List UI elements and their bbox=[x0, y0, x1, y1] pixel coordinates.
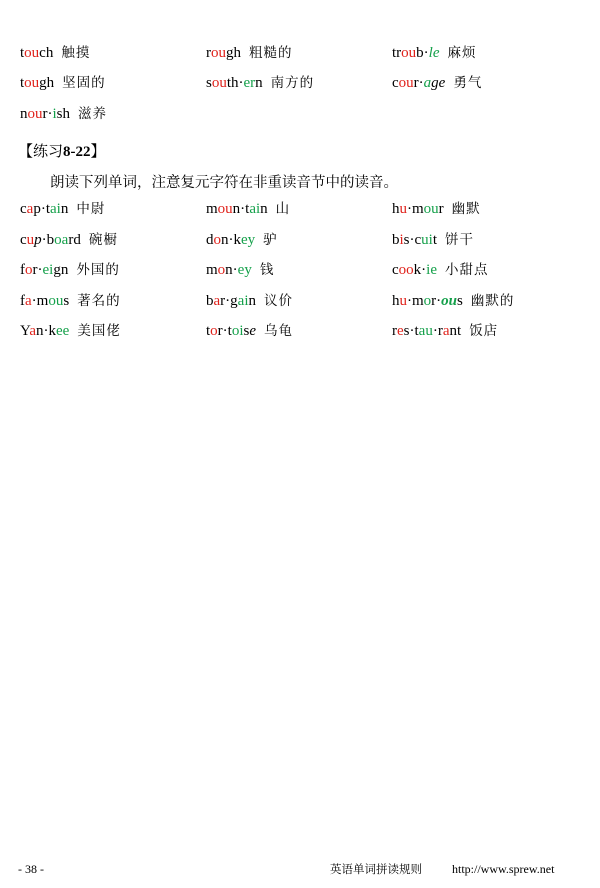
word-segment: e bbox=[397, 323, 404, 339]
word-segment: ai bbox=[237, 293, 249, 309]
word-segment: p bbox=[34, 232, 42, 248]
word-segment: a bbox=[26, 201, 34, 217]
word-segment: r· bbox=[42, 106, 53, 122]
word-segment: r· bbox=[431, 293, 442, 309]
chinese-meaning: 碗橱 bbox=[88, 232, 118, 248]
word-segment: ou bbox=[401, 45, 417, 61]
word-segment: t bbox=[206, 323, 211, 339]
word-segment: a bbox=[213, 293, 221, 309]
word-segment: s bbox=[457, 293, 463, 309]
word-segment: nt bbox=[449, 323, 462, 339]
english-word bbox=[20, 75, 54, 91]
word-segment: r· bbox=[413, 75, 424, 91]
word-segment: m bbox=[206, 262, 218, 278]
word-segment: s bbox=[206, 75, 212, 91]
word-segment: r· bbox=[32, 262, 43, 278]
word-segment: o bbox=[217, 262, 226, 278]
vocab-entry bbox=[392, 229, 474, 251]
english-word bbox=[392, 262, 437, 278]
word-segment: s bbox=[243, 323, 250, 339]
word-segment: s·c bbox=[403, 232, 422, 248]
english-word bbox=[20, 106, 70, 122]
word-segment: gn bbox=[53, 262, 69, 278]
word-segment: b· bbox=[416, 45, 429, 61]
word-segment: le bbox=[428, 45, 440, 61]
word-segment: ·m bbox=[31, 293, 49, 309]
chinese-meaning: 驴 bbox=[263, 232, 278, 248]
word-segment: n· bbox=[225, 262, 238, 278]
word-segment: ey bbox=[241, 232, 256, 248]
chinese-meaning: 外国的 bbox=[76, 262, 120, 278]
word-segment: n·k bbox=[36, 323, 57, 339]
exercise-title: 【练习8-22】 bbox=[18, 142, 106, 160]
chinese-meaning: 滋养 bbox=[78, 106, 108, 122]
vocab-entry bbox=[20, 229, 118, 251]
word-segment: ge bbox=[431, 75, 446, 91]
vocab-entry bbox=[206, 42, 293, 64]
word-segment: Y bbox=[20, 323, 30, 339]
chinese-meaning: 钱 bbox=[259, 262, 275, 278]
word-segment: ou bbox=[27, 106, 43, 122]
word-segment: ch bbox=[39, 45, 54, 61]
word-segment: tr bbox=[392, 45, 402, 61]
word-segment: n bbox=[20, 106, 28, 122]
word-segment: ey bbox=[237, 262, 252, 278]
word-segment: n·k bbox=[221, 232, 241, 248]
word-segment: i bbox=[399, 232, 404, 248]
word-segment: rd bbox=[68, 232, 81, 248]
word-segment: ai bbox=[50, 201, 61, 217]
english-word bbox=[20, 232, 81, 248]
vocab-entry bbox=[20, 42, 90, 64]
word-segment: e bbox=[249, 323, 257, 339]
word-segment: h bbox=[392, 293, 400, 309]
word-segment: ie bbox=[426, 262, 437, 278]
vocab-entry bbox=[392, 259, 489, 281]
word-segment: n bbox=[60, 201, 69, 217]
word-segment: u bbox=[399, 201, 407, 217]
chinese-meaning: 幽默的 bbox=[470, 293, 515, 309]
english-word bbox=[206, 262, 252, 278]
word-segment: r bbox=[392, 323, 397, 339]
word-segment: th· bbox=[226, 75, 244, 91]
word-segment: d bbox=[206, 232, 214, 248]
word-segment: o bbox=[210, 323, 218, 339]
english-word bbox=[20, 293, 69, 309]
page-number: - 38 - bbox=[18, 862, 44, 876]
chinese-meaning: 坚固的 bbox=[62, 75, 106, 91]
vocab-entry bbox=[20, 72, 106, 94]
word-row bbox=[20, 42, 580, 64]
chinese-meaning: 乌龟 bbox=[264, 323, 294, 339]
english-word bbox=[206, 75, 263, 91]
word-segment: ou bbox=[24, 45, 40, 61]
word-segment: ou bbox=[217, 201, 233, 217]
english-word bbox=[206, 323, 256, 339]
vocab-entry bbox=[20, 290, 121, 312]
word-segment: ee bbox=[56, 323, 70, 339]
english-word bbox=[392, 232, 437, 248]
chinese-meaning: 粗糙的 bbox=[249, 45, 293, 61]
vocab-entry bbox=[392, 42, 477, 64]
word-segment: u bbox=[399, 293, 407, 309]
word-segment: h bbox=[392, 201, 400, 217]
word-row bbox=[20, 198, 580, 220]
word-segment: s·t bbox=[403, 323, 419, 339]
word-segment: c bbox=[392, 262, 399, 278]
word-segment: o bbox=[423, 293, 432, 309]
word-segment: n bbox=[260, 201, 268, 217]
word-segment: o bbox=[213, 232, 221, 248]
word-segment: p·t bbox=[33, 201, 51, 217]
word-segment: au bbox=[418, 323, 433, 339]
word-segment: ·m bbox=[407, 293, 424, 309]
footer-url: http://www.sprew.net bbox=[452, 862, 555, 876]
vocab-entry bbox=[206, 290, 293, 312]
word-segment: oo bbox=[398, 262, 414, 278]
word-segment: ou bbox=[441, 293, 458, 309]
word-segment: a bbox=[442, 323, 450, 339]
chinese-meaning: 议价 bbox=[264, 293, 293, 309]
word-row bbox=[20, 72, 580, 94]
word-segment: oa bbox=[54, 232, 69, 248]
word-segment: f bbox=[20, 293, 25, 309]
english-word bbox=[206, 201, 268, 217]
vocab-entry bbox=[392, 320, 498, 342]
word-segment: r bbox=[206, 45, 211, 61]
word-segment: ei bbox=[42, 262, 54, 278]
word-segment: c bbox=[20, 201, 27, 217]
chinese-meaning: 勇气 bbox=[453, 75, 483, 91]
word-segment: gh bbox=[39, 75, 55, 91]
vocab-entry bbox=[206, 229, 278, 251]
vocab-entry bbox=[206, 320, 293, 342]
chinese-meaning: 美国佬 bbox=[77, 323, 121, 339]
vocab-entry bbox=[20, 320, 121, 342]
word-row bbox=[20, 320, 580, 342]
english-word bbox=[392, 201, 444, 217]
vocab-entry bbox=[206, 259, 274, 281]
vocab-entry bbox=[20, 259, 120, 281]
chinese-meaning: 饼干 bbox=[445, 232, 475, 248]
chinese-meaning: 幽默 bbox=[451, 201, 481, 217]
vocab-entry bbox=[20, 103, 107, 125]
word-row bbox=[20, 103, 580, 125]
english-word bbox=[20, 262, 68, 278]
vocab-entry bbox=[20, 198, 105, 220]
word-segment: s bbox=[63, 293, 70, 309]
chinese-meaning: 著名的 bbox=[77, 293, 121, 309]
word-segment: u bbox=[26, 232, 35, 248]
word-segment: oi bbox=[231, 323, 244, 339]
word-segment: ou bbox=[423, 201, 439, 217]
word-segment: b bbox=[392, 232, 400, 248]
english-word bbox=[206, 232, 255, 248]
word-segment: i bbox=[52, 106, 57, 122]
word-segment: o bbox=[25, 262, 33, 278]
word-segment: n bbox=[248, 293, 256, 309]
word-row bbox=[20, 259, 580, 281]
chinese-meaning: 小甜点 bbox=[445, 262, 489, 278]
word-segment: gh bbox=[226, 45, 241, 61]
word-segment: c bbox=[392, 75, 399, 91]
word-segment: ·r bbox=[432, 323, 443, 339]
word-segment: k· bbox=[413, 262, 427, 278]
word-segment: r·g bbox=[220, 293, 238, 309]
vocab-entry bbox=[392, 72, 482, 94]
english-word bbox=[392, 75, 445, 91]
word-segment: ·m bbox=[407, 201, 424, 217]
word-segment: ou bbox=[398, 75, 414, 91]
word-segment: t bbox=[20, 45, 25, 61]
word-segment: ou bbox=[24, 75, 40, 91]
word-segment: t bbox=[20, 75, 25, 91]
word-segment: ou bbox=[211, 45, 226, 61]
english-word bbox=[392, 323, 461, 339]
chinese-meaning: 中尉 bbox=[76, 201, 106, 217]
word-segment: r bbox=[438, 201, 444, 217]
exercise-instruction: 朗读下列单词，注意复元字符在非重读音节中的读音。 bbox=[50, 175, 398, 191]
chinese-meaning: 南方的 bbox=[270, 75, 315, 91]
word-row bbox=[20, 229, 580, 251]
chinese-meaning: 山 bbox=[275, 201, 291, 217]
word-segment: f bbox=[20, 262, 25, 278]
vocab-entry bbox=[392, 290, 514, 312]
word-segment: n·t bbox=[232, 201, 250, 217]
english-word bbox=[20, 201, 68, 217]
word-segment: a bbox=[25, 293, 32, 309]
word-segment: m bbox=[206, 201, 218, 217]
word-segment: n bbox=[255, 75, 263, 91]
vocab-entry bbox=[206, 72, 314, 94]
word-segment: ·b bbox=[41, 232, 55, 248]
word-segment: ai bbox=[249, 201, 261, 217]
footer-title: 英语单词拼读规则 bbox=[330, 862, 422, 876]
word-segment: ui bbox=[421, 232, 433, 248]
chinese-meaning: 麻烦 bbox=[447, 45, 477, 61]
vocab-entry bbox=[392, 198, 481, 220]
word-segment: ou bbox=[211, 75, 227, 91]
word-segment: er bbox=[243, 75, 256, 91]
vocab-entry bbox=[206, 198, 290, 220]
word-segment: ou bbox=[48, 293, 64, 309]
word-segment: sh bbox=[56, 106, 71, 122]
word-segment: a bbox=[29, 323, 37, 339]
english-word bbox=[206, 293, 256, 309]
chinese-meaning: 触摸 bbox=[61, 45, 91, 61]
english-word bbox=[20, 323, 69, 339]
english-word bbox=[392, 293, 463, 309]
word-segment: t bbox=[432, 232, 438, 248]
word-segment: a bbox=[423, 75, 432, 91]
word-segment: c bbox=[20, 232, 27, 248]
chinese-meaning: 饭店 bbox=[469, 323, 499, 339]
word-row bbox=[20, 290, 580, 312]
english-word bbox=[206, 45, 241, 61]
word-segment: b bbox=[206, 293, 214, 309]
word-segment: r·t bbox=[217, 323, 232, 339]
english-word bbox=[392, 45, 440, 61]
english-word bbox=[20, 45, 53, 61]
